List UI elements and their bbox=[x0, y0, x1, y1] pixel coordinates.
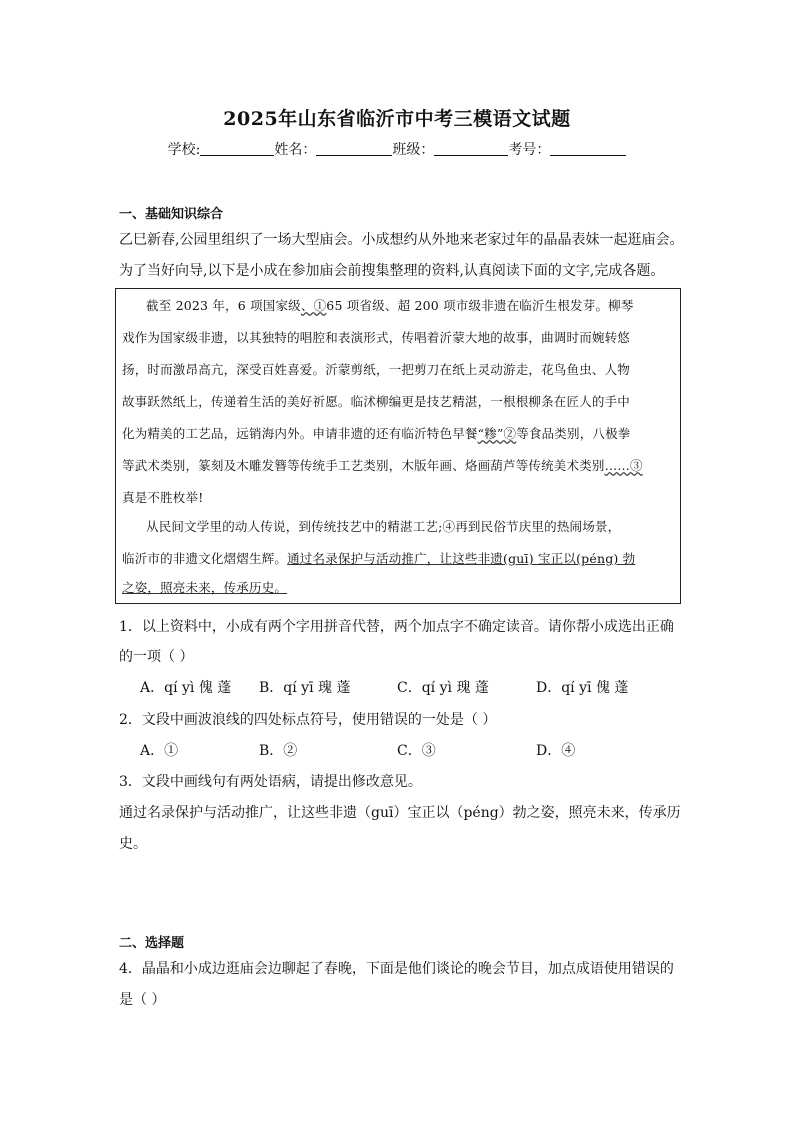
q2-option-c[interactable]: C．③ bbox=[397, 743, 436, 759]
passage-line bbox=[122, 424, 631, 442]
exam-number-label: 考号： bbox=[508, 142, 551, 158]
q1-option-a[interactable]: A．qí yì 傀 蓬 bbox=[140, 680, 232, 696]
passage-line: 从民间文学里的动人传说，到传统技艺中的精湛工艺;④再到民俗节庆里的热闹场景， bbox=[146, 519, 621, 534]
passage-text: 65 项省级、超 200 项市级非遗在临沂生根发芽。柳琴 bbox=[326, 298, 634, 313]
passage-text: 临沂市的非遗文化熠熠生辉。 bbox=[122, 551, 288, 566]
question-1: 1．以上资料中，小成有两个字用拼音代替，两个加点字不确定读音。请你帮小成选出正确 bbox=[119, 619, 674, 635]
passage-line bbox=[122, 549, 635, 567]
passage-line: 戏作为国家级非遗，以其独特的唱腔和表演形式，传唱着沂蒙大地的故事，曲调时而婉转悠 bbox=[122, 330, 631, 345]
underlined-sentence: 之姿，照亮未来，传承历史。 bbox=[122, 580, 288, 595]
passage-line: 真是不胜枚举! bbox=[122, 490, 204, 505]
q1-option-c[interactable]: C．qí yì 瑰 蓬 bbox=[397, 680, 489, 696]
q2-option-a[interactable]: A．① bbox=[140, 743, 179, 759]
question-3-sentence: 通过名录保护与活动推广，让这些非遗（guī）宝正以（péng）勃之姿，照亮未来，传承历 bbox=[119, 805, 681, 821]
student-info-line bbox=[0, 139, 794, 159]
passage-text: 等武术类别，篆刻及木雕发簪等传统手工艺类别，木版年画、烙画葫芦等传统美术类别 bbox=[122, 458, 605, 473]
exam-title: 2025年山东省临沂市中考三模语文试题 bbox=[223, 108, 571, 130]
intro-line: 乙巳新春,公园里组织了一场大型庙会。小成想约从外地来老家过年的晶晶表妹一起逛庙会。 bbox=[119, 232, 684, 248]
question-2: 2．文段中画波浪线的四处标点符号，使用错误的一处是（ ） bbox=[119, 712, 497, 728]
school-blank[interactable] bbox=[200, 141, 274, 156]
section-heading-multiple-choice: 二、选择题 bbox=[119, 936, 185, 951]
question-3: 3．文段中画线句有两处语病，请提出修改意见。 bbox=[119, 774, 422, 790]
passage-line bbox=[122, 578, 287, 596]
name-label: 姓名： bbox=[274, 142, 317, 158]
class-label: 班级： bbox=[392, 142, 435, 158]
underlined-sentence: 通过名录保护与活动推广，让这些非遗(guī) 宝正以(péng) 勃 bbox=[287, 551, 636, 566]
wavy-mark-3: ……③ bbox=[604, 458, 643, 473]
q2-option-d[interactable]: D．④ bbox=[536, 743, 576, 759]
passage-line: 扬，时而激昂高亢，深受百姓喜爱。沂蒙剪纸，一把剪刀在纸上灵动游走，花鸟鱼虫、人物 bbox=[122, 362, 631, 377]
question-3-sentence-cont: 史。 bbox=[119, 836, 147, 852]
passage-text: 等食品类别，八极拳 bbox=[516, 426, 631, 441]
q1-option-b[interactable]: B．qí yī 瑰 蓬 bbox=[259, 680, 351, 696]
question-1-cont: 的一项（ ） bbox=[119, 649, 194, 665]
section-heading-basic-knowledge: 一、基础知识综合 bbox=[119, 207, 224, 222]
passage-text: 化为精美的工艺品，远销海内外。申请非遗的还有临沂特色早餐 bbox=[122, 426, 478, 441]
name-blank[interactable] bbox=[316, 141, 392, 156]
class-blank[interactable] bbox=[434, 141, 508, 156]
intro-line: 为了当好向导,以下是小成在参加庙会前搜集整理的资料,认真阅读下面的文字,完成各题。 bbox=[119, 263, 665, 279]
intro-paragraph bbox=[119, 225, 684, 287]
exam-number-blank[interactable] bbox=[550, 141, 626, 156]
reading-passage-box bbox=[115, 288, 681, 604]
question-4-cont: 是（ ） bbox=[119, 992, 166, 1008]
question-4: 4．晶晶和小成边逛庙会边聊起了春晚，下面是他们谈论的晚会节目，加点成语使用错误的 bbox=[119, 961, 674, 977]
wavy-mark-2: “糁”② bbox=[477, 426, 517, 441]
passage-line bbox=[146, 296, 634, 314]
passage-line bbox=[122, 456, 643, 474]
q1-option-d[interactable]: D．qí yī 傀 蓬 bbox=[536, 680, 629, 696]
passage-text: 截至 2023 年，6 项国家级 bbox=[146, 298, 301, 313]
wavy-mark-1: 、① bbox=[300, 298, 327, 313]
school-label: 学校: bbox=[167, 142, 201, 158]
passage-line: 故事跃然纸上，传递着生活的美好祈愿。临沭柳编更是技艺精湛，一根根柳条在匠人的手中 bbox=[122, 394, 631, 409]
q2-option-b[interactable]: B．② bbox=[259, 743, 298, 759]
